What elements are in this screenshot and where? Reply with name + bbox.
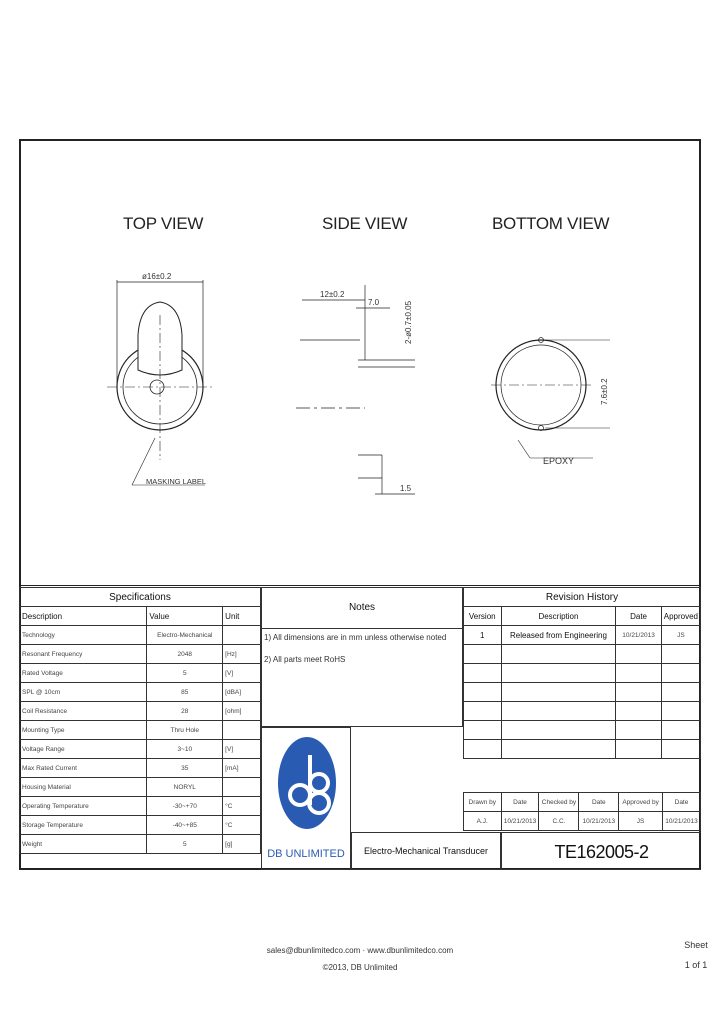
table-row (464, 683, 701, 702)
side-view-drawing (290, 260, 430, 500)
top-diameter-label: ø16±0.2 (142, 272, 172, 281)
table-row: Housing Material NORYL (20, 778, 261, 797)
table-row (464, 702, 701, 721)
table-row (464, 664, 701, 683)
db-logo-icon (277, 733, 337, 843)
sheet-value: 1 of 1 (684, 960, 708, 970)
table-row: Max Rated Current 35 [mA] (20, 759, 261, 778)
specifications-title: Specifications (20, 588, 261, 607)
svg-text:7.6±0.2: 7.6±0.2 (600, 378, 609, 405)
part-number: TE162005-2 (501, 832, 701, 870)
footer-contact: sales@dbunlimitedco.com · www.dbunlimitedco.com (266, 946, 454, 955)
table-row: Storage Temperature -40~+85 °C (20, 816, 261, 835)
bottom-view-drawing (485, 300, 625, 480)
table-row: Rated Voltage 5 [V] (20, 664, 261, 683)
part-description: Electro-Mechanical Transducer (351, 832, 501, 870)
table-row: Voltage Range 3~10 [V] (20, 740, 261, 759)
revision-history-table: Revision History Version Description Date Approved 1 Released from Engineering 10/21/2013 JS (463, 587, 701, 759)
specifications-table: Specifications Description Value Unit Technology Electro-Mechanical Resonant Frequency 2048 [Hz] Rated Voltage 5 [V] SPL @ 10cm 85 [dBA] Coil Resistance 28 [ohm] Mounting Type Thru Hole Voltage Range 3~10 [V] Max Rated Current 35 [mA] Housing Material NORYL Operating Temperature -30~+70 °C Storage Temperature -40~+85 °C Weight 5 [g] (19, 587, 261, 854)
table-row (464, 740, 701, 759)
svg-text:1.5: 1.5 (400, 484, 412, 493)
table-row (464, 721, 701, 740)
table-row (464, 645, 701, 664)
note-item-2: 2) All parts meet RoHS (264, 655, 346, 664)
side-view-title: SIDE VIEW (322, 214, 408, 233)
signoff-table: Drawn by Date Checked by Date Approved by Date A.J. 10/21/2013 C.C. 10/21/2013 JS 10/21/2013 (463, 792, 701, 831)
svg-text:2-ø0.7±0.05: 2-ø0.7±0.05 (404, 300, 413, 344)
logo-box (261, 727, 351, 870)
title-block-divider (19, 585, 701, 586)
masking-label-text: MASKING LABEL (146, 477, 207, 486)
table-row: Resonant Frequency 2048 [Hz] (20, 645, 261, 664)
note-item-1: 1) All dimensions are in mm unless otherwise noted (264, 633, 447, 642)
notes-box (261, 587, 463, 727)
table-row: SPL @ 10cm 85 [dBA] (20, 683, 261, 702)
table-row: Mounting Type Thru Hole (20, 721, 261, 740)
top-view-drawing (90, 260, 230, 495)
svg-text:12±0.2: 12±0.2 (320, 290, 345, 299)
table-row: 1 Released from Engineering 10/21/2013 JS (464, 626, 701, 645)
table-row: Technology Electro-Mechanical (20, 626, 261, 645)
table-row: Coil Resistance 28 [ohm] (20, 702, 261, 721)
svg-text:EPOXY: EPOXY (543, 456, 575, 466)
logo-text: DB UNLIMITED (267, 848, 345, 860)
table-row: Weight 5 [g] (20, 835, 261, 854)
top-view-title: TOP VIEW (123, 214, 204, 233)
svg-text:7.0: 7.0 (368, 298, 380, 307)
footer-copyright: ©2013, DB Unlimited (322, 963, 398, 972)
revision-history-title: Revision History (464, 588, 701, 607)
table-row: Operating Temperature -30~+70 °C (20, 797, 261, 816)
bottom-view-title: BOTTOM VIEW (492, 214, 610, 233)
notes-title: Notes (262, 588, 462, 629)
sheet-label: Sheet (684, 940, 708, 950)
